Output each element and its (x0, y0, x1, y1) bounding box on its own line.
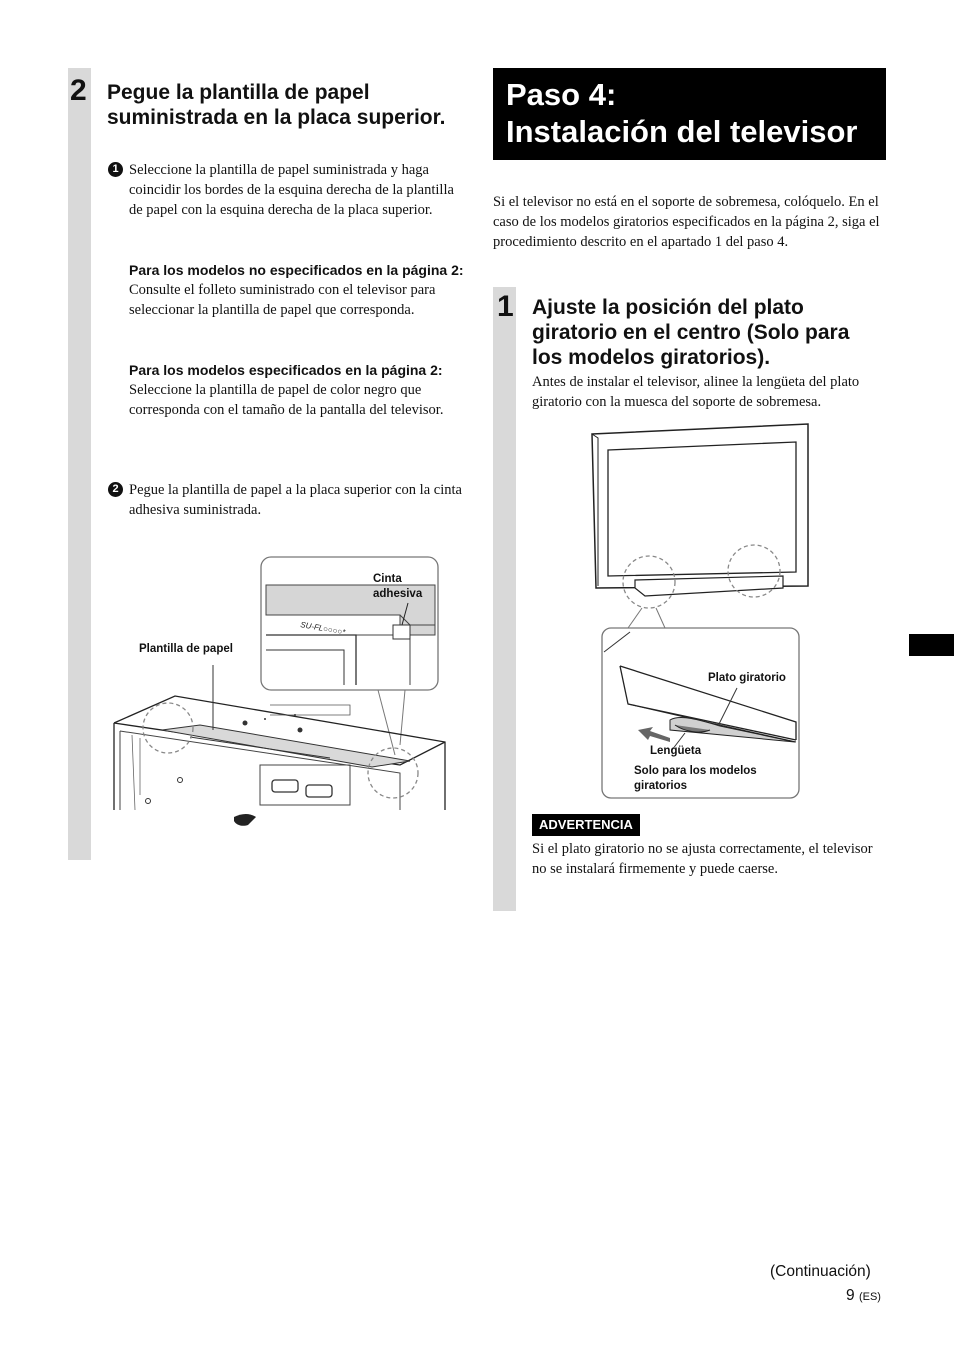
page-number-line (846, 1286, 881, 1307)
turntable-alignment-illustration (590, 420, 815, 805)
language-code: (ES) (858, 1291, 881, 1303)
continuation-label: (Continuación) (770, 1263, 871, 1280)
subsection-unspecified (129, 260, 464, 320)
subsection-specified-heading: Para los modelos especificados en la página 2: (129, 362, 443, 378)
label-rotating-models-note: Solo para los modelos giratorios (634, 765, 757, 792)
step-2-number: 2 (70, 74, 87, 107)
warning-text: Si el plato giratorio no se ajusta correctamente, el televisor no se instalará firmemente y puede caerse. (532, 841, 873, 877)
label-paper-template: Plantilla de papel (139, 643, 233, 655)
label-tab: Lengüeta (650, 745, 702, 757)
subsection-unspecified-heading: Para los modelos no especificados en la página 2: (129, 262, 464, 278)
template-print-text: SU-FL○○○○* (299, 620, 347, 637)
item-2-text: Pegue la plantilla de papel a la placa superior con la cinta adhesiva suministrada. (129, 482, 462, 518)
section-title-box (493, 68, 886, 160)
label-tape: Cinta adhesiva (373, 573, 423, 600)
section-edge-tab (909, 634, 954, 656)
page-number: 9 (846, 1287, 855, 1304)
item-1-marker: 1 (108, 162, 123, 177)
step-1-number: 1 (497, 290, 514, 323)
subsection-specified-text: Seleccione la plantilla de papel de color negro que corresponda con el tamaño de la pantalla del televisor. (129, 382, 444, 418)
label-turntable: Plato giratorio (708, 672, 786, 684)
warning-badge: ADVERTENCIA (532, 814, 640, 836)
intro-text: Si el televisor no está en el soporte de sobremesa, colóquelo. En el caso de los modelos giratorios especificados en la página 2, siga el procedimiento descrito en el apartado 1 del paso 4. (493, 194, 880, 250)
subsection-specified (129, 360, 464, 420)
step-2-sidebar-bar (68, 68, 91, 860)
step-2-heading: Pegue la plantilla de papel suministrada en la placa superior. (107, 81, 446, 129)
section-title-line2: Instalación del televisor (506, 114, 858, 149)
step-1-heading: Ajuste la posición del plato giratorio en el centro (Solo para los modelos giratorios). (532, 296, 850, 369)
step-1-sidebar-bar (493, 287, 516, 911)
item-2-marker: 2 (108, 482, 123, 497)
section-title-line1: Paso 4: (506, 77, 617, 112)
step-1-text: Antes de instalar el televisor, alinee la lengüeta del plato giratorio con la muesca del soporte de sobremesa. (532, 374, 860, 410)
item-1-text: Seleccione la plantilla de papel suministrada y haga coincidir los bordes de la esquina derecha de la plantilla de papel con la esquina derecha de la placa superior. (129, 162, 454, 218)
subsection-unspecified-text: Consulte el folleto suministrado con el televisor para seleccionar la plantilla de papel que corresponda. (129, 282, 436, 318)
